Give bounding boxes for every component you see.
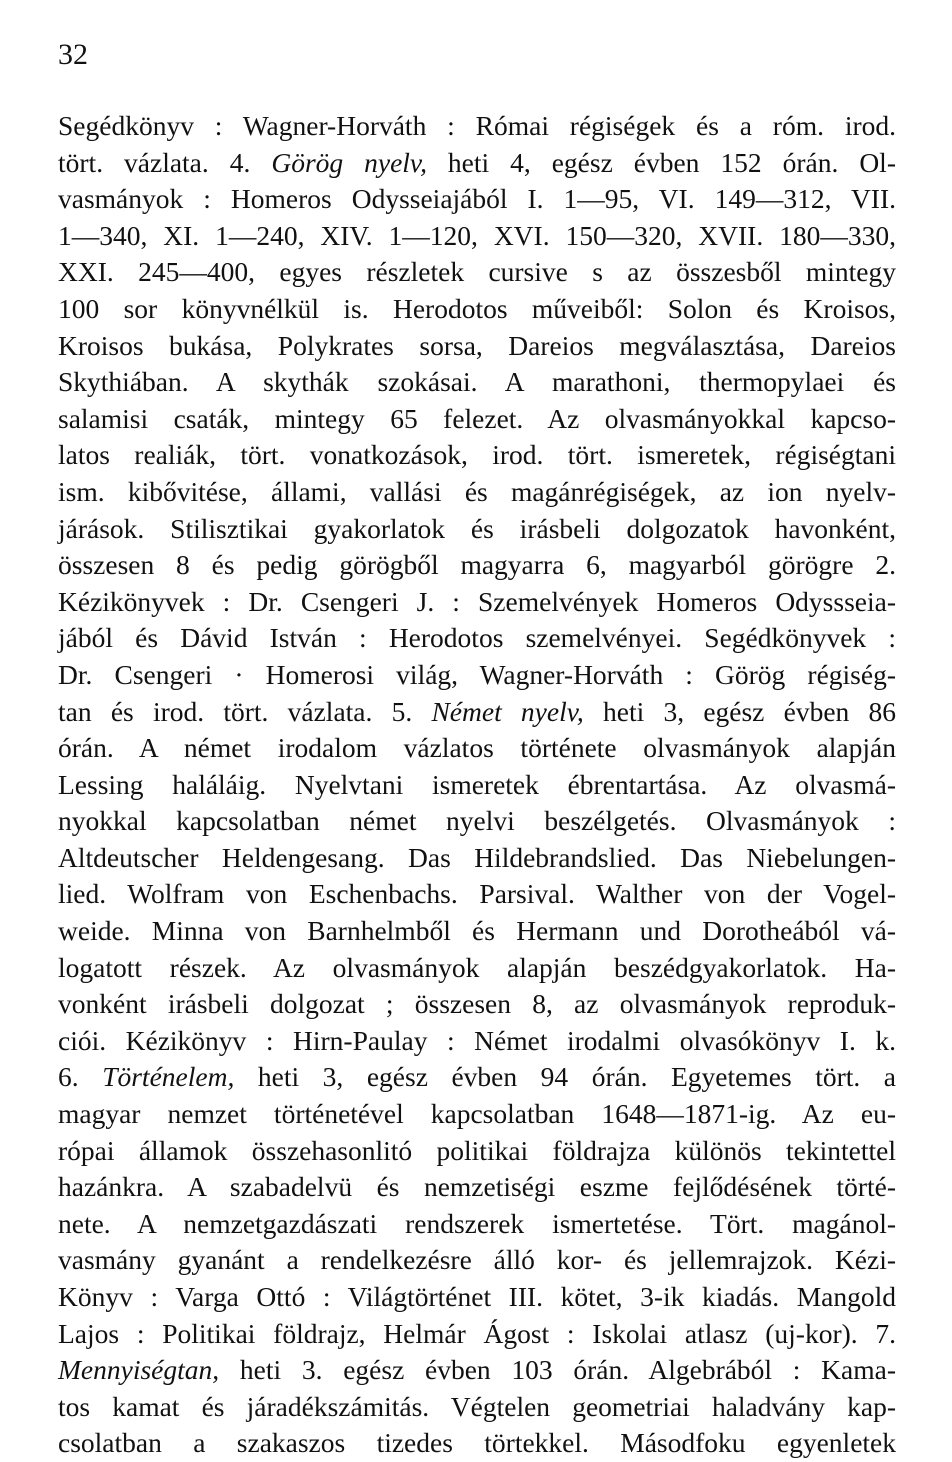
page-number: 32 (58, 38, 88, 71)
text-segment: Kroisos bukása, Polykrates sorsa, Dareios megválasztása, Dareios (58, 329, 896, 361)
text-line (58, 657, 896, 694)
text-line (58, 620, 896, 657)
text-segment: heti 3. egész évben 103 órán. Algebrából : Kama- (219, 1354, 896, 1386)
text-line (58, 1389, 896, 1426)
text-segment: Lajos : Politikai földrajz, Helmár Ágost : Iskolai atlasz (uj-kor). 7. (58, 1317, 896, 1349)
text-segment: Altdeutscher Heldengesang. Das Hildebrandslied. Das Niebelungen- (58, 841, 896, 873)
text-line (58, 1169, 896, 1206)
text-line (58, 1279, 896, 1316)
text-line (58, 181, 896, 218)
text-line (58, 511, 896, 548)
text-segment: Könyv : Varga Ottó : Világtörténet III. kötet, 3-ik kiadás. Mangold (58, 1281, 896, 1312)
text-line (58, 218, 896, 255)
text-segment: vasmány gyanánt a rendelkezésre álló kor- és jellemrajzok. Kézi- (58, 1244, 896, 1276)
text-line (58, 108, 896, 145)
text-segment: 6. (58, 1061, 103, 1093)
text-segment: heti 4, egész évben 152 órán. Ol- (426, 146, 896, 178)
text-segment: salamisi csaták, mintegy 65 felezet. Az olvasmányokkal kapcso- (58, 402, 896, 434)
text-line (58, 474, 896, 511)
text-segment: magyar nemzet történetével kapcsolatban 1648—1871-ig. Az eu- (58, 1098, 896, 1130)
text-segment: XXI. 245—400, egyes részletek cursive s az összesből mintegy (58, 256, 896, 288)
section-heading-italic: Történelem, (102, 1061, 235, 1093)
text-line (58, 1096, 896, 1133)
text-line (58, 1133, 896, 1170)
text-segment: jából és Dávid István : Herodotos szemelvényei. Segédkönyvek : (58, 622, 896, 654)
text-line (58, 437, 896, 474)
text-segment: Skythiában. A skythák szokásai. A marathoni, thermopylaei és (58, 366, 896, 398)
text-line (58, 1059, 896, 1096)
text-line (58, 584, 896, 621)
text-segment: vonként irásbeli dolgozat ; összesen 8, az olvasmányok reproduk- (58, 988, 896, 1020)
text-segment: ism. kibővitése, állami, vallási és magánrégiségek, az ion nyelv- (58, 475, 896, 507)
text-segment: heti 3, egész évben 86 (583, 695, 896, 727)
text-segment: Lessing haláláig. Nyelvtani ismeretek ébrentartása. Az olvasmá- (58, 768, 896, 800)
text-line (58, 547, 896, 584)
text-segment: Dr. Csengeri · Homerosi világ, Wagner-Horváth : Görög régiség- (58, 658, 896, 690)
text-line (58, 950, 896, 987)
text-line (58, 694, 896, 731)
text-line (58, 145, 896, 182)
text-segment: járások. Stilisztikai gyakorlatok és irásbeli dolgozatok havonként, (58, 512, 896, 544)
text-line (58, 1425, 896, 1462)
section-heading-italic: Görög nyelv, (271, 146, 427, 178)
text-segment: rópai államok összehasonlitó politikai földrajza különös tekintettel (58, 1134, 896, 1166)
text-line (58, 1242, 896, 1279)
text-line (58, 803, 896, 840)
text-line (58, 730, 896, 767)
text-segment: logatott részek. Az olvasmányok alapján beszédgyakorlatok. Ha- (58, 951, 896, 983)
section-heading-italic: Mennyiségtan, (58, 1354, 220, 1386)
body-text (58, 108, 896, 1462)
text-line (58, 401, 896, 438)
text-line (58, 840, 896, 877)
text-segment: Kézikönyvek : Dr. Csengeri J. : Szemelvények Homeros Odyssseia- (58, 585, 896, 617)
text-line (58, 1316, 896, 1353)
text-segment: tört. vázlata. 4. (58, 146, 272, 178)
text-segment: hazánkra. A szabadelvü és nemzetiségi eszme fejlődésének törté- (58, 1171, 896, 1203)
text-segment: weide. Minna von Barnhelmből és Hermann und Dorotheából vá- (58, 915, 896, 947)
text-segment: tos kamat és járadékszámitás. Végtelen geometriai haladvány kap- (58, 1390, 896, 1422)
text-segment: csolatban a szakaszos tizedes törtekkel. Másodfoku egyenletek (58, 1427, 896, 1459)
text-line (58, 767, 896, 804)
text-segment: lied. Wolfram von Eschenbachs. Parsival. Walther von der Vogel- (58, 878, 896, 910)
text-segment: ciói. Kézikönyv : Hirn-Paulay : Német irodalmi olvasókönyv I. k. (58, 1024, 896, 1056)
text-segment: 100 sor könyvnélkül is. Herodotos műveiből: Solon és Kroisos, (58, 292, 896, 324)
text-line (58, 291, 896, 328)
text-segment: latos realiák, tört. vonatkozások, irod. tört. ismeretek, régiségtani (58, 439, 896, 471)
text-segment: órán. A német irodalom vázlatos története olvasmányok alapján (58, 732, 896, 764)
text-line (58, 1206, 896, 1243)
text-line (58, 328, 896, 365)
text-line (58, 1023, 896, 1060)
text-line (58, 913, 896, 950)
text-segment: nyokkal kapcsolatban német nyelvi beszélgetés. Olvasmányok : (58, 805, 896, 837)
text-line (58, 1352, 896, 1389)
text-line (58, 364, 896, 401)
text-segment: Segédkönyv : Wagner-Horváth : Római régiségek és a róm. irod. (58, 110, 896, 141)
text-line (58, 876, 896, 913)
text-segment: heti 3, egész évben 94 órán. Egyetemes tört. a (234, 1061, 897, 1093)
text-segment: tan és irod. tört. vázlata. 5. (58, 695, 432, 727)
text-line (58, 254, 896, 291)
text-segment: összesen 8 és pedig görögből magyarra 6, magyarból görögre 2. (58, 549, 896, 581)
text-line (58, 986, 896, 1023)
text-segment: 1—340, XI. 1—240, XIV. 1—120, XVI. 150—320, XVII. 180—330, (58, 219, 896, 251)
section-heading-italic: Német nyelv, (431, 695, 584, 727)
text-segment: nete. A nemzetgazdászati rendszerek ismertetése. Tört. magánol- (58, 1207, 896, 1239)
text-segment: vasmányok : Homeros Odysseiajából I. 1—95, VI. 149—312, VII. (58, 183, 896, 215)
